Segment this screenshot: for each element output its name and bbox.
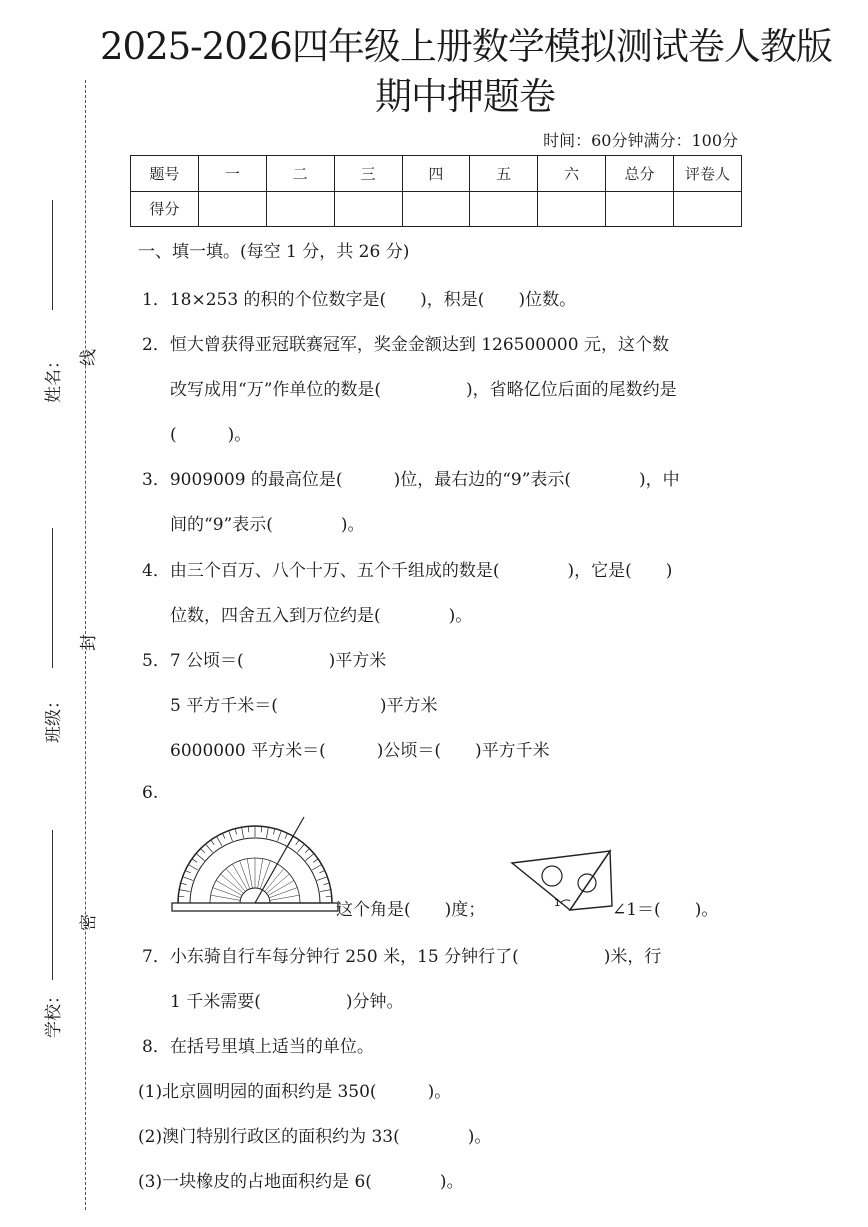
protractor-tick bbox=[312, 865, 322, 871]
protractor-tick bbox=[201, 849, 205, 853]
score-cell: 三 bbox=[334, 156, 402, 192]
name-blank-line bbox=[52, 200, 53, 310]
protractor-tick bbox=[248, 826, 249, 832]
triangle-ruler-figure bbox=[510, 848, 620, 918]
school-label: 学校： bbox=[44, 987, 64, 1038]
protractor-tick bbox=[297, 844, 304, 852]
name-label: 姓名： bbox=[44, 352, 64, 403]
protractor-tick bbox=[306, 854, 314, 861]
protractor-tick bbox=[317, 877, 327, 881]
question-2-line1: 2．恒大曾获得亚冠联赛冠军，奖金金额达到 126500000 元，这个数 bbox=[142, 335, 669, 355]
question-7-line2: 1 千米需要( )分钟。 bbox=[170, 992, 404, 1012]
question-3-line2: 间的“9”表示( )。 bbox=[170, 515, 365, 535]
binding-char-secret: 密 bbox=[79, 914, 99, 931]
protractor-tick bbox=[285, 833, 288, 838]
score-cell: 一 bbox=[198, 156, 266, 192]
score-input-cell[interactable] bbox=[198, 191, 266, 227]
protractor-tick bbox=[319, 870, 324, 873]
protractor-tick bbox=[196, 854, 204, 861]
score-input-cell[interactable] bbox=[402, 191, 470, 227]
school-blank-line bbox=[52, 830, 53, 980]
score-input-cell[interactable] bbox=[334, 191, 402, 227]
protractor-tick bbox=[206, 844, 213, 852]
question-6-number: 6. bbox=[142, 783, 159, 803]
protractor-figure bbox=[170, 815, 340, 915]
question-8-heading: 8．在括号里填上适当的单位。 bbox=[142, 1037, 374, 1057]
protractor-tick bbox=[179, 890, 190, 892]
angle-1-label: 1 bbox=[554, 898, 561, 909]
question-3-line1: 3．9009009 的最高位是( )位，最右边的“9”表示( )，中 bbox=[142, 470, 680, 490]
protractor-tick bbox=[305, 849, 309, 853]
score-cell: 二 bbox=[266, 156, 334, 192]
protractor-tick bbox=[320, 890, 331, 892]
class-label: 班级： bbox=[44, 692, 64, 743]
protractor-tick bbox=[261, 826, 262, 832]
question-4-line1: 4．由三个百万、八个十万、五个千组成的数是( )，它是( ) bbox=[142, 561, 673, 581]
protractor-tick bbox=[235, 829, 237, 835]
class-blank-line bbox=[52, 528, 53, 668]
question-5-line2: 5 平方千米＝( )平方米 bbox=[170, 696, 438, 716]
protractor-tick bbox=[326, 896, 332, 897]
protractor-tick bbox=[188, 865, 198, 871]
protractor-tick bbox=[217, 836, 223, 846]
question-1: 1．18×253 的积的个位数字是( )，积是( )位数。 bbox=[142, 290, 577, 310]
question-6-angle-text: 这个角是( )度； bbox=[336, 900, 486, 920]
question-2-line2: 改写成用“万”作单位的数是( )，省略亿位后面的尾数约是 bbox=[170, 380, 677, 400]
protractor-tick bbox=[229, 831, 233, 841]
section-heading: 一、填一填。(每空 1 分，共 26 分) bbox=[138, 242, 410, 262]
score-input-cell[interactable] bbox=[266, 191, 334, 227]
protractor-tick bbox=[273, 829, 275, 835]
binding-char-seal: 封 bbox=[79, 634, 99, 651]
score-cell: 总分 bbox=[606, 156, 674, 192]
binding-char-line: 线 bbox=[79, 349, 99, 366]
score-input-cell[interactable] bbox=[470, 191, 538, 227]
question-6-angle1-text: ∠1＝( )。 bbox=[612, 900, 719, 920]
question-8-2: (2)澳门特别行政区的面积约为 33( )。 bbox=[138, 1127, 492, 1147]
score-input-cell[interactable] bbox=[538, 191, 606, 227]
score-table bbox=[130, 155, 742, 227]
score-table-score-row bbox=[131, 191, 742, 227]
protractor-tick bbox=[324, 883, 330, 885]
question-4-line2: 位数，四舍五入到万位约是( )。 bbox=[170, 606, 473, 626]
protractor-tick bbox=[192, 859, 197, 862]
question-8-1: (1)北京圆明园的面积约是 350( )。 bbox=[138, 1082, 452, 1102]
score-table-header-row bbox=[131, 156, 742, 192]
question-5-line1: 5．7 公顷＝( )平方米 bbox=[142, 651, 387, 671]
question-2-line3: ( )。 bbox=[170, 425, 252, 445]
protractor-tick bbox=[313, 859, 318, 862]
score-cell: 题号 bbox=[131, 156, 199, 192]
protractor-tick bbox=[185, 870, 190, 873]
score-input-cell[interactable] bbox=[606, 191, 674, 227]
score-cell: 五 bbox=[470, 156, 538, 192]
protractor-tick bbox=[211, 840, 214, 845]
question-8-3: (3)一块橡皮的占地面积约是 6( )。 bbox=[138, 1172, 464, 1192]
time-info: 时间：60分钟满分：100分 bbox=[543, 131, 738, 150]
exam-title-line1: 2025-2026四年级上册数学模拟测试卷人教版 bbox=[100, 25, 832, 68]
score-cell: 得分 bbox=[131, 191, 199, 227]
exam-title-line2: 期中押题卷 bbox=[375, 75, 555, 118]
protractor-tick bbox=[278, 831, 282, 841]
score-input-cell[interactable] bbox=[674, 191, 742, 227]
score-cell: 评卷人 bbox=[674, 156, 742, 192]
score-cell: 四 bbox=[402, 156, 470, 192]
protractor-tick bbox=[296, 840, 299, 845]
score-cell: 六 bbox=[538, 156, 606, 192]
protractor-tick bbox=[222, 833, 225, 838]
protractor-tick bbox=[266, 827, 268, 838]
protractor-tick bbox=[181, 883, 187, 885]
protractor-tick bbox=[178, 896, 184, 897]
protractor-tick bbox=[183, 877, 193, 881]
question-5-line3: 6000000 平方米＝( )公顷＝( )平方千米 bbox=[170, 741, 550, 761]
protractor-tick bbox=[242, 827, 244, 838]
question-7-line1: 7．小东骑自行车每分钟行 250 米，15 分钟行了( )米，行 bbox=[142, 947, 662, 967]
